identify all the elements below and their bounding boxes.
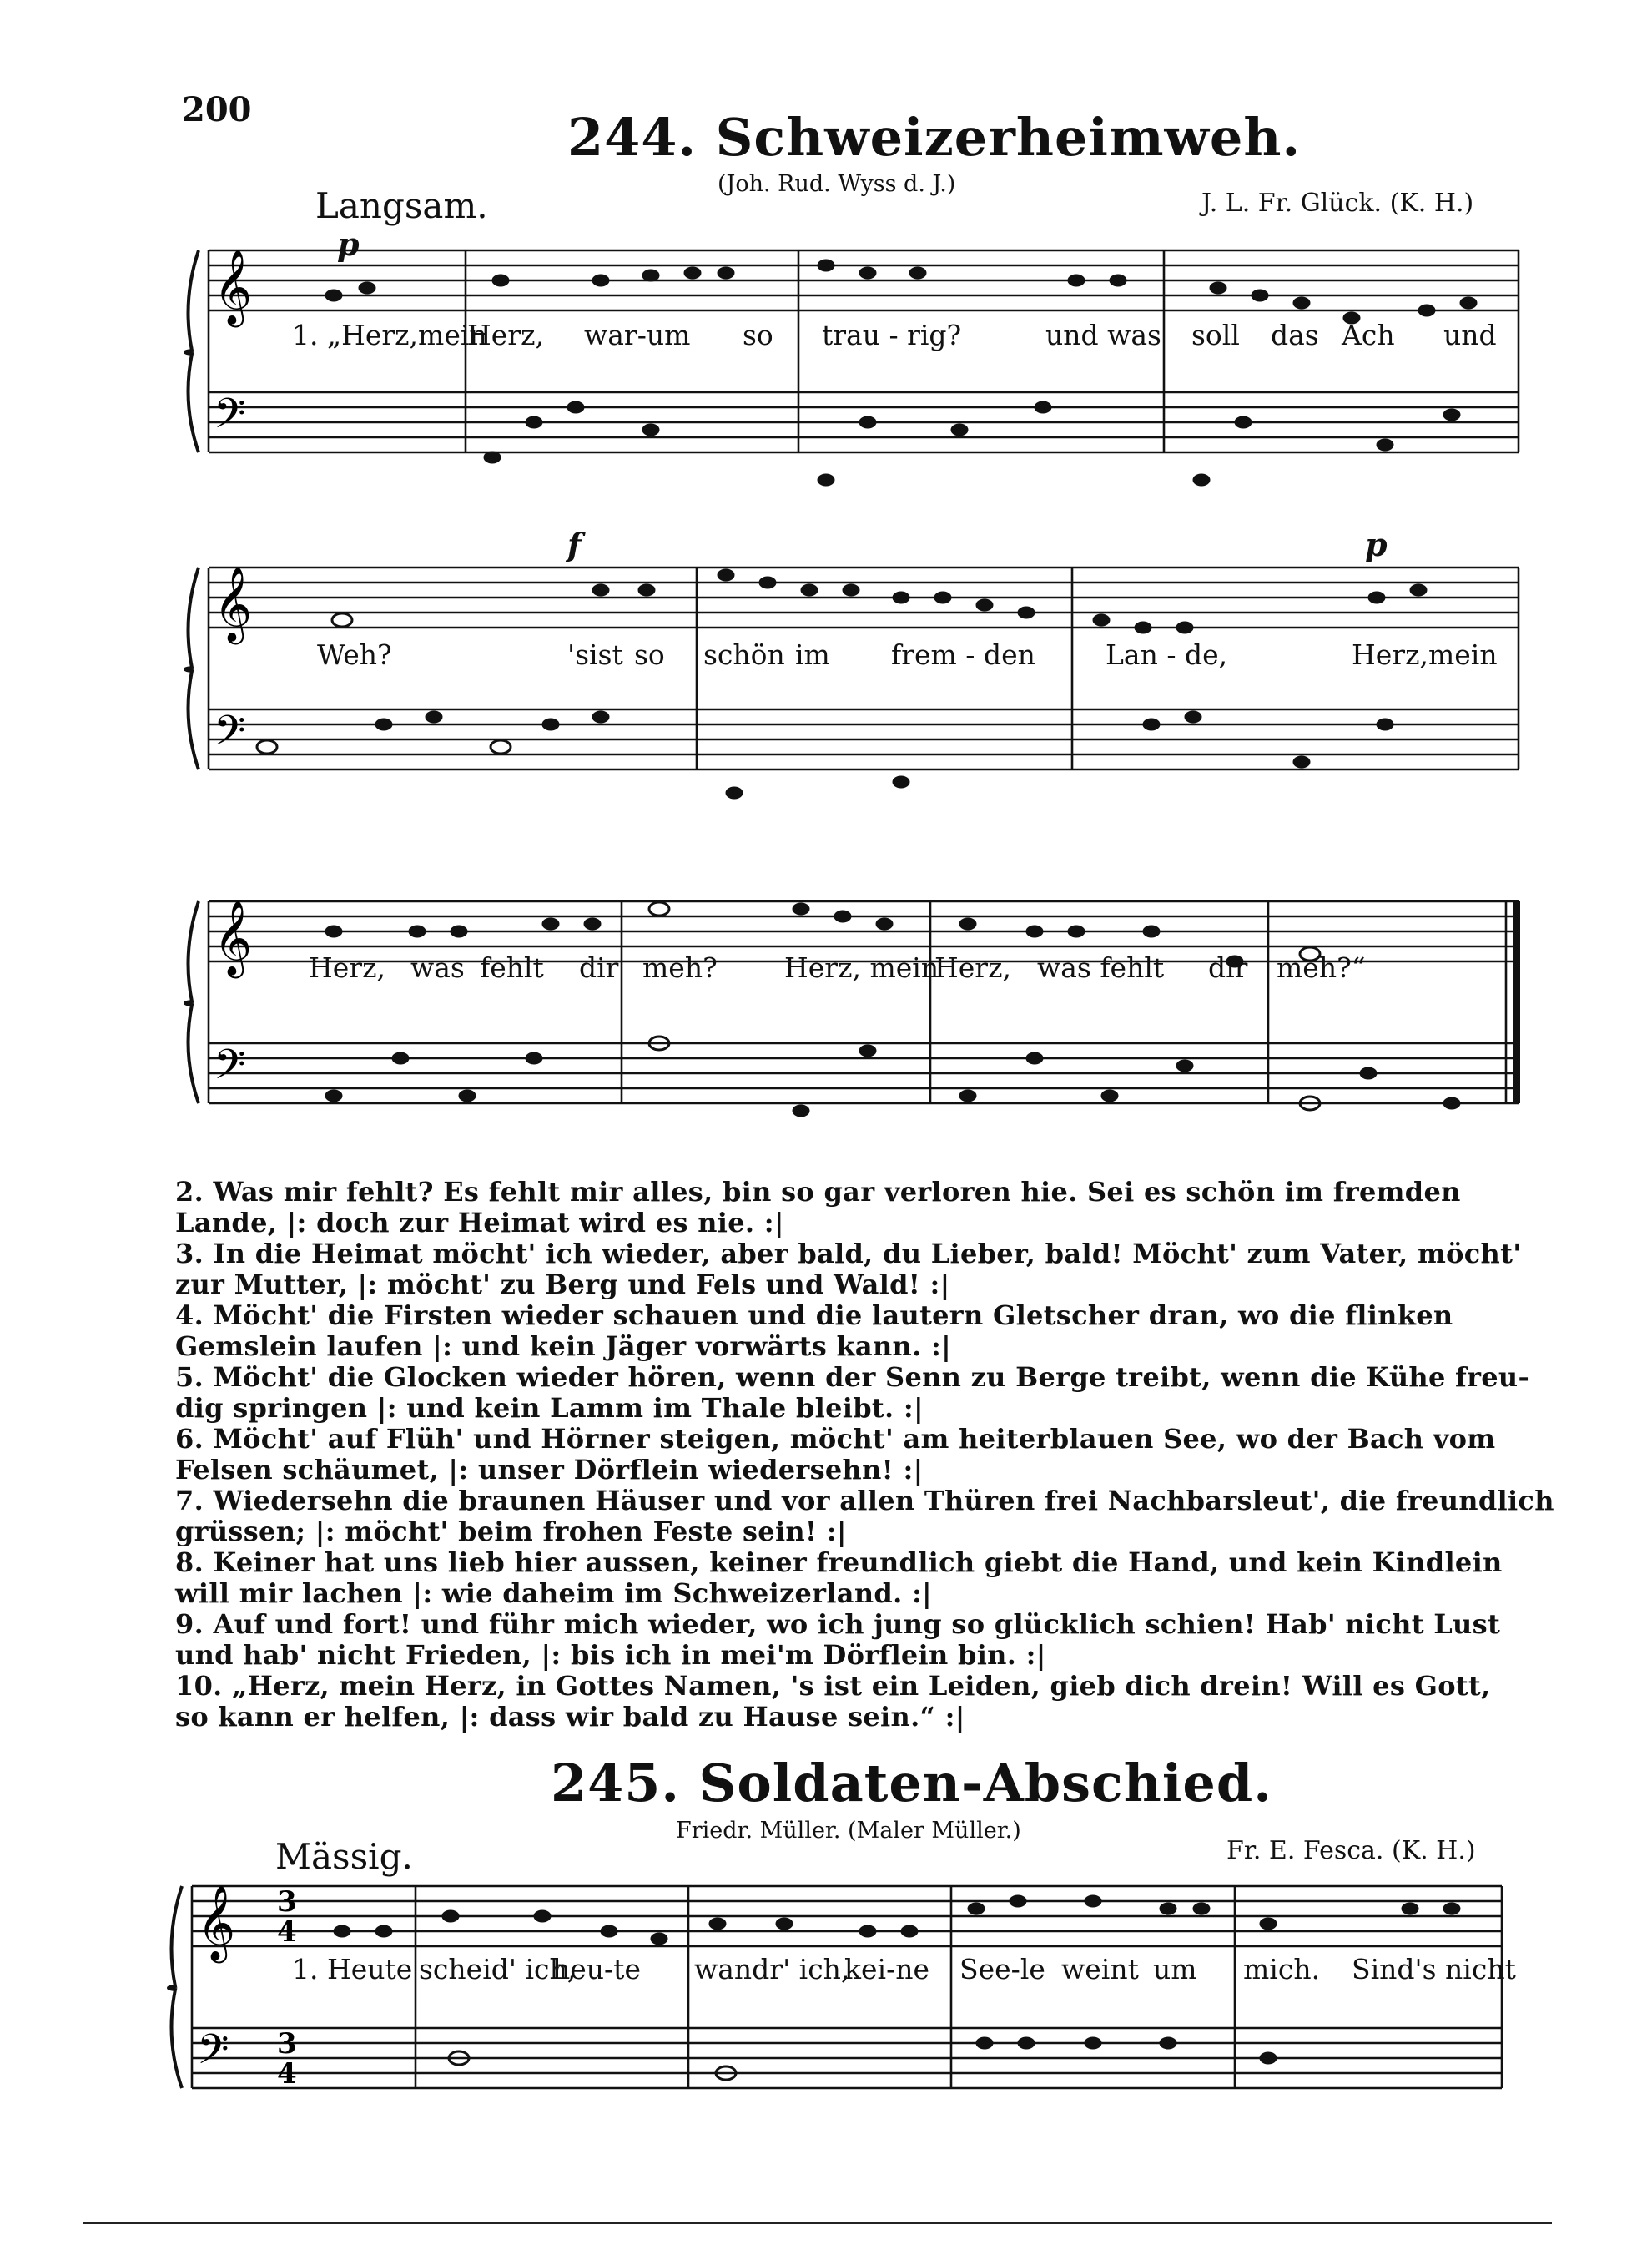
lyric-syllable: weint [1061, 1953, 1139, 1985]
lyric-syllable: meh? [642, 951, 718, 984]
bass-staff [209, 709, 1519, 769]
time-signature: 3 [277, 2027, 297, 2061]
bass-clef: 𝄢 [214, 707, 246, 765]
treble-clef: 𝄞 [214, 567, 253, 642]
verse-line: grüssen; |: möcht' beim frohen Feste sein! :| [175, 1516, 847, 1547]
composer: Fr. E. Fesca. (K. H.) [1226, 1836, 1476, 1865]
verse-line: zur Mutter, |: möcht' zu Berg und Fels und Wald! :| [175, 1269, 950, 1300]
time-signature: 4 [277, 2057, 297, 2091]
lyric-syllable: war-um [584, 319, 691, 351]
music-system [0, 876, 1652, 1210]
song-title: 244. Schweizerheimweh. [567, 107, 1302, 168]
music-system [0, 542, 1652, 876]
bass-staff [192, 2028, 1502, 2088]
treble-staff [209, 250, 1519, 310]
lyricist: Friedr. Müller. (Maler Müller.) [676, 1818, 1021, 1844]
verse-line: dig springen |: und kein Lamm im Thale bleibt. :| [175, 1392, 924, 1424]
verses-block [175, 1176, 1554, 1733]
lyric-syllable: und [1443, 319, 1497, 351]
lyric-syllable: dir [1208, 951, 1248, 984]
lyric-syllable: mich. [1243, 1953, 1321, 1985]
treble-clef: 𝄞 [214, 900, 253, 976]
lyric-syllable: kei-ne [844, 1953, 930, 1985]
lyric-syllable: frem - den [891, 638, 1035, 671]
lyric-syllable: dir [579, 951, 619, 984]
music-system [0, 225, 1652, 559]
lyric-syllable: Herz,mein [1352, 638, 1498, 671]
lyric-syllable: das [1271, 319, 1319, 351]
bass-clef: 𝄢 [214, 390, 246, 448]
song-title: 245. Soldaten-Abschied. [551, 1753, 1272, 1814]
time-signature: 3 [277, 1885, 297, 1919]
time-signature: 4 [277, 1915, 297, 1949]
treble-staff [209, 568, 1519, 628]
lyric-syllable: im [795, 638, 830, 671]
lyric-syllable: Herz, mein [784, 951, 939, 984]
brace [169, 1886, 182, 2088]
bass-clef: 𝄢 [214, 1041, 246, 1099]
lyric-syllable: und was [1045, 319, 1161, 351]
dynamic-mark: p [1365, 526, 1388, 563]
lyric-syllable: Herz, [467, 319, 544, 351]
tempo-marking: Mässig. [275, 1836, 413, 1877]
brace [185, 901, 199, 1103]
verse-line: 4. Möcht' die Firsten wieder schauen und die lautern Gletscher dran, wo die flinken [175, 1299, 1453, 1331]
dynamic-mark: p [337, 225, 360, 263]
page-bottom-rule [83, 2222, 1552, 2224]
lyric-syllable: See-le [959, 1953, 1045, 1985]
verse-line: 2. Was mir fehlt? Es fehlt mir alles, bin so gar verloren hie. Sei es schön im fremden [175, 1176, 1461, 1208]
verse-line: 3. In die Heimat möcht' ich wieder, aber bald, du Lieber, bald! Möcht' zum Vater, möcht' [175, 1238, 1522, 1269]
lyric-syllable: was [410, 951, 465, 984]
treble-clef: 𝄞 [214, 250, 253, 325]
bass-clef: 𝄢 [197, 2025, 229, 2084]
notes [325, 902, 1460, 1117]
lyric-syllable: Sind's nicht [1352, 1953, 1516, 1985]
lyric-syllable: Lan - de, [1106, 638, 1228, 671]
verse-line: 7. Wiedersehn die braunen Häuser und vor allen Thüren frei Nachbarsleut', die freundlich [175, 1485, 1554, 1516]
lyric-syllable: 'sist [567, 638, 623, 671]
treble-staff [192, 1886, 1502, 1946]
verse-line: 10. „Herz, mein Herz, in Gottes Namen, 's ist ein Leiden, gieb dich drein! Will es Gott, [175, 1670, 1491, 1702]
verse-line: Felsen schäumet, |: unser Dörflein wiedersehn! :| [175, 1454, 924, 1486]
lyric-syllable: Ach [1342, 319, 1395, 351]
lyric-syllable: schön [703, 638, 785, 671]
verse-line: 9. Auf und fort! und führ mich wieder, wo ich jung so glücklich schien! Hab' nicht Lust [175, 1608, 1501, 1640]
notes [257, 569, 1427, 799]
treble-clef: 𝄞 [197, 1885, 236, 1960]
lyric-syllable: was fehlt [1037, 951, 1165, 984]
page-number: 200 [182, 90, 252, 129]
composer: J. L. Fr. Glück. (K. H.) [1201, 189, 1474, 218]
lyric-syllable: Weh? [317, 638, 392, 671]
lyric-syllable: scheid' ich, [419, 1953, 577, 1985]
lyric-syllable: Herz, [934, 951, 1011, 984]
lyric-syllable: soll [1191, 319, 1240, 351]
lyric-syllable: fehlt [480, 951, 544, 984]
notes [334, 1895, 1460, 2080]
brace [185, 250, 199, 452]
verse-line: Lande, |: doch zur Heimat wird es nie. :| [175, 1207, 784, 1238]
verse-line: will mir lachen |: wie daheim im Schweizerland. :| [175, 1577, 932, 1609]
verse-line: 5. Möcht' die Glocken wieder hören, wenn der Senn zu Berge treibt, wenn die Kühe freu- [175, 1361, 1530, 1393]
music-system [0, 1861, 1652, 2195]
lyric-syllable: so [634, 638, 665, 671]
verse-line: Gemslein laufen |: und kein Jäger vorwärts kann. :| [175, 1330, 952, 1362]
verse-line: so kann er helfen, |: dass wir bald zu Hause sein.“ :| [175, 1701, 965, 1733]
lyric-syllable: so [743, 319, 773, 351]
lyric-syllable: 1. Heute [292, 1953, 413, 1985]
lyric-syllable: wandr' ich, [694, 1953, 850, 1985]
verse-line: und hab' nicht Frieden, |: bis ich in mei'm Dörflein bin. :| [175, 1639, 1046, 1671]
brace [185, 568, 199, 769]
verse-line: 6. Möcht' auf Flüh' und Hörner steigen, möcht' am heiterblauen See, wo der Bach vom [175, 1423, 1496, 1455]
lyricist: (Joh. Rud. Wyss d. J.) [718, 171, 956, 197]
dynamic-mark: f [567, 526, 582, 563]
lyric-syllable: Herz, [309, 951, 385, 984]
lyric-syllable: meh?“ [1277, 951, 1366, 984]
lyric-syllable: trau - rig? [822, 319, 962, 351]
lyric-syllable: um [1153, 1953, 1197, 1985]
lyric-syllable: heu-te [552, 1953, 641, 1985]
verse-line: 8. Keiner hat uns lieb hier aussen, keiner freundlich giebt die Hand, und kein Kindlein [175, 1546, 1503, 1578]
lyric-syllable: 1. „Herz,mein [292, 319, 487, 351]
tempo-marking: Langsam. [315, 185, 488, 226]
